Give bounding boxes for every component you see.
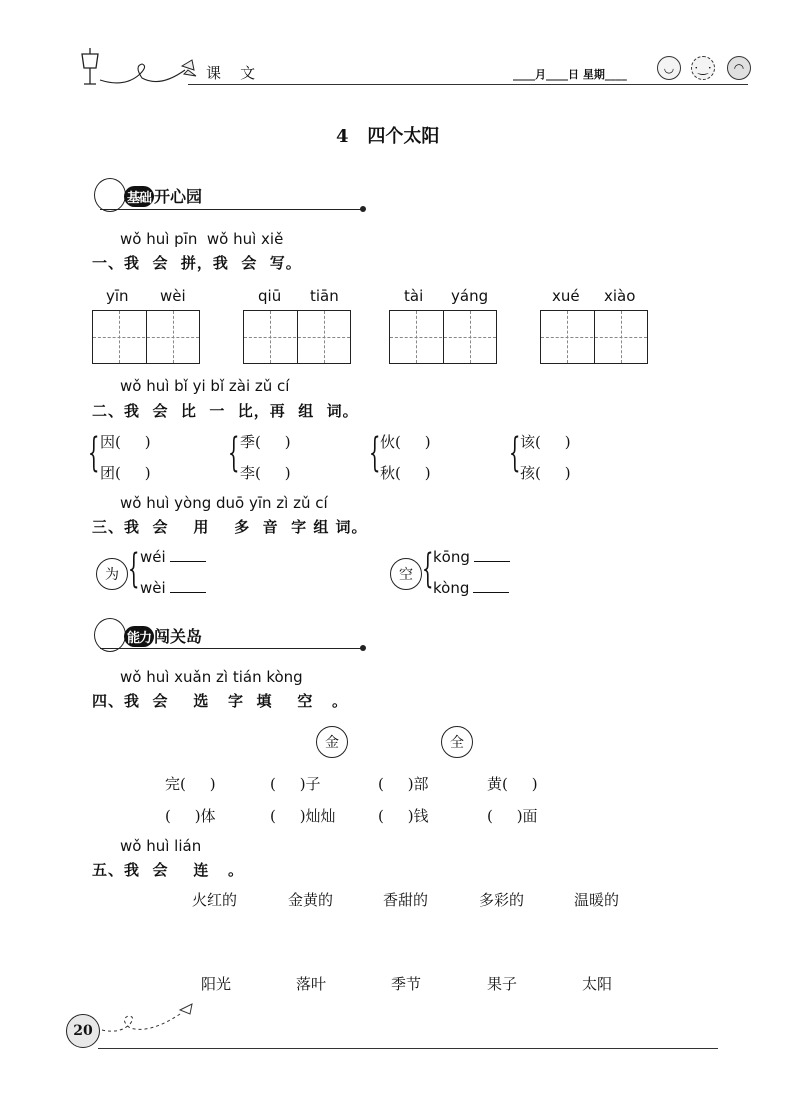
q2-group-1-a[interactable]: 因( ) bbox=[100, 433, 151, 451]
lesson-title: 4 四个太阳 bbox=[336, 126, 440, 147]
q5-bottom-4[interactable]: 果子 bbox=[487, 975, 518, 993]
q4-blank-r2-2[interactable]: ( )灿灿 bbox=[270, 807, 336, 825]
q1-word-2-pinyin-a: qiū bbox=[258, 287, 282, 305]
q5-question: 五、我 会 连 。 bbox=[92, 861, 245, 879]
q3-char-badge-1: 为 bbox=[96, 558, 128, 590]
banner-rest: 开心园 bbox=[154, 187, 203, 206]
lamp-decoration-icon bbox=[70, 44, 220, 88]
q4-blank-r1-2[interactable]: ( )子 bbox=[270, 775, 321, 793]
q2-question: 二、我 会 比 一 比，再 组 词。 bbox=[92, 402, 359, 420]
q1-word-3-pinyin-a: tài bbox=[404, 287, 424, 305]
q5-pinyin: wǒ huì lián bbox=[120, 837, 202, 855]
q1-word-1-pinyin-b: wèi bbox=[160, 287, 186, 305]
writing-grid-4[interactable] bbox=[540, 310, 648, 364]
q5-top-1[interactable]: 火红的 bbox=[192, 891, 238, 909]
q4-blank-r1-4[interactable]: 黄( ) bbox=[487, 775, 538, 793]
q3-brace-1: { bbox=[128, 546, 140, 592]
q2-group-2-b[interactable]: 李( ) bbox=[240, 464, 291, 482]
q2-pinyin: wǒ huì bǐ yi bǐ zài zǔ cí bbox=[120, 377, 290, 395]
answer-blank[interactable] bbox=[473, 580, 509, 593]
banner-rest: 闯关岛 bbox=[154, 627, 203, 646]
q3-item-1-reading-1[interactable]: wéi bbox=[140, 548, 206, 566]
q4-blank-r2-3[interactable]: ( )钱 bbox=[378, 807, 429, 825]
q2-brace-4: { bbox=[509, 430, 521, 476]
q1-word-1-pinyin-a: yīn bbox=[106, 287, 129, 305]
q3-pinyin: wǒ huì yòng duō yīn zì zǔ cí bbox=[120, 494, 328, 512]
q3-char-badge-2: 空 bbox=[390, 558, 422, 590]
q3-item-1-reading-2[interactable]: wèi bbox=[140, 579, 206, 597]
brush-icon bbox=[94, 618, 126, 652]
q1-word-4-pinyin-b: xiào bbox=[604, 287, 636, 305]
writing-grid-1[interactable] bbox=[92, 310, 200, 364]
header bbox=[60, 40, 760, 90]
q2-group-4-a[interactable]: 该( ) bbox=[520, 433, 571, 451]
q2-group-3-a[interactable]: 伙( ) bbox=[380, 433, 431, 451]
q2-group-2-a[interactable]: 季( ) bbox=[240, 433, 291, 451]
smiley-neutral-icon: ·‿· bbox=[691, 56, 715, 80]
banner-dot bbox=[360, 645, 366, 651]
q1-word-2-pinyin-b: tiān bbox=[310, 287, 339, 305]
answer-blank[interactable] bbox=[170, 549, 206, 562]
q5-top-5[interactable]: 温暖的 bbox=[574, 891, 620, 909]
banner-pill: 基础 bbox=[124, 186, 154, 207]
q5-top-3[interactable]: 香甜的 bbox=[383, 891, 429, 909]
footer-rule bbox=[98, 1048, 718, 1049]
banner-rule bbox=[100, 648, 362, 649]
q3-item-2-reading-1[interactable]: kōng bbox=[433, 548, 510, 566]
banner-pill: 能力 bbox=[124, 626, 154, 647]
date-label: ____月____日 星期____ bbox=[513, 68, 627, 81]
answer-blank[interactable] bbox=[474, 549, 510, 562]
q4-blank-r1-3[interactable]: ( )部 bbox=[378, 775, 429, 793]
q4-option-badge-2: 全 bbox=[441, 726, 473, 758]
q1-word-4-pinyin-a: xué bbox=[552, 287, 580, 305]
q4-question: 四、我 会 选 字 填 空 。 bbox=[92, 692, 348, 710]
writing-grid-3[interactable] bbox=[389, 310, 497, 364]
banner-dot bbox=[360, 206, 366, 212]
q2-group-4-b[interactable]: 孩( ) bbox=[520, 464, 571, 482]
q1-question: 一、我 会 拼，我 会 写。 bbox=[92, 254, 302, 272]
smiley-happy-icon: ◡ bbox=[657, 56, 681, 80]
q5-bottom-2[interactable]: 落叶 bbox=[296, 975, 327, 993]
q4-blank-r2-1[interactable]: ( )体 bbox=[165, 807, 216, 825]
page-number-badge bbox=[66, 1014, 100, 1048]
page-number: 20 bbox=[73, 1023, 93, 1039]
header-rule bbox=[188, 84, 748, 85]
q2-brace-3: { bbox=[369, 430, 381, 476]
q2-group-1-b[interactable]: 团( ) bbox=[100, 464, 151, 482]
q5-bottom-3[interactable]: 季节 bbox=[391, 975, 422, 993]
swirl-decoration-icon bbox=[100, 1000, 210, 1036]
smiley-sad-icon: ◠ bbox=[727, 56, 751, 80]
writing-grid-2[interactable] bbox=[243, 310, 351, 364]
answer-blank[interactable] bbox=[170, 580, 206, 593]
q3-brace-2: { bbox=[422, 546, 434, 592]
q4-blank-r2-4[interactable]: ( )面 bbox=[487, 807, 538, 825]
q2-brace-2: { bbox=[228, 430, 240, 476]
q3-item-2-reading-2[interactable]: kòng bbox=[433, 579, 509, 597]
q1-pinyin: wǒ huì pīn wǒ huì xiě bbox=[120, 230, 284, 248]
q3-question: 三、我 会 用 多 音 字 组 词。 bbox=[92, 518, 368, 536]
q5-top-2[interactable]: 金黄的 bbox=[288, 891, 334, 909]
q4-blank-r1-1[interactable]: 完( ) bbox=[165, 775, 216, 793]
brush-icon bbox=[94, 178, 126, 212]
section-banner-basic bbox=[124, 184, 202, 207]
section-banner-advanced bbox=[124, 624, 202, 647]
header-section-label: 课 文 bbox=[206, 64, 256, 82]
q5-top-4[interactable]: 多彩的 bbox=[479, 891, 525, 909]
q5-bottom-5[interactable]: 太阳 bbox=[582, 975, 613, 993]
banner-rule bbox=[100, 209, 362, 210]
q5-bottom-1[interactable]: 阳光 bbox=[201, 975, 232, 993]
q1-word-3-pinyin-b: yáng bbox=[451, 287, 489, 305]
q2-brace-1: { bbox=[88, 430, 100, 476]
q4-pinyin: wǒ huì xuǎn zì tián kòng bbox=[120, 668, 303, 686]
q4-option-badge-1: 金 bbox=[316, 726, 348, 758]
q2-group-3-b[interactable]: 秋( ) bbox=[380, 464, 431, 482]
